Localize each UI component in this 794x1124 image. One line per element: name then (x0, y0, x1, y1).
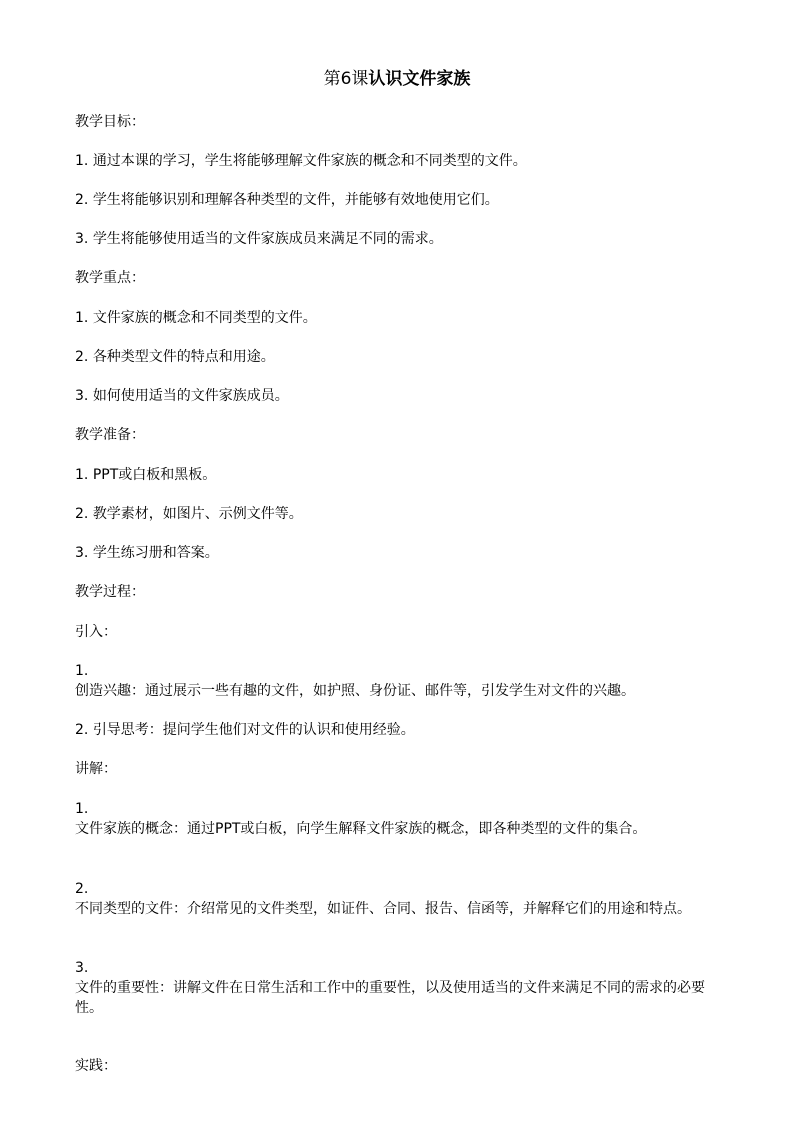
goal-item (75, 151, 725, 171)
item-text: 引导思考：提问学生他们对文件的认识和使用经验。 (92, 722, 415, 738)
process-heading: 教学过程： (75, 584, 145, 600)
item-number: 2. (75, 192, 89, 208)
prep-item (75, 543, 725, 563)
item-number: 2. (75, 349, 89, 365)
goal-item (75, 229, 725, 249)
focus-heading: 教学重点： (75, 270, 145, 286)
item-number: 1. (75, 801, 89, 817)
focus-item (75, 308, 725, 328)
item-number: 1. (75, 310, 89, 326)
item-number: 1. (75, 153, 89, 169)
item-text: 不同类型的文件：介绍常见的文件类型，如证件、合同、报告、信函等，并解释它们的用途和特点。 (75, 901, 691, 917)
item-number: 3. (75, 231, 89, 247)
prep-item (75, 465, 725, 485)
item-number: 2. (75, 722, 89, 738)
prep-heading: 教学准备： (75, 427, 145, 443)
prep-item (75, 504, 725, 524)
item-text: 如何使用适当的文件家族成员。 (92, 388, 289, 404)
item-number: 2. (75, 506, 89, 522)
item-text: 学生将能够使用适当的文件家族成员来满足不同的需求。 (92, 231, 443, 247)
intro-item (75, 720, 725, 740)
explain-item (75, 879, 725, 919)
item-text: 教学素材，如图片、示例文件等。 (92, 506, 303, 522)
title-text: 认识文件家族 (368, 69, 471, 89)
item-text: 通过本课的学习，学生将能够理解文件家族的概念和不同类型的文件。 (92, 153, 527, 169)
item-text: 创造兴趣：通过展示一些有趣的文件，如护照、身份证、邮件等，引发学生对文件的兴趣。 (75, 683, 635, 699)
item-text: 学生练习册和答案。 (92, 545, 219, 561)
explain-item (75, 799, 725, 839)
item-number: 3. (75, 388, 89, 404)
title-lesson-number: 第6课 (323, 69, 369, 89)
focus-item (75, 347, 725, 367)
item-text: 学生将能够识别和理解各种类型的文件，并能够有效地使用它们。 (92, 192, 499, 208)
item-number: 3. (75, 545, 89, 561)
item-number: 1. (75, 467, 89, 483)
intro-item (75, 661, 725, 701)
item-text: PPT或白板和黑板。 (92, 467, 217, 483)
focus-item (75, 386, 725, 406)
item-text: 文件的重要性：讲解文件在日常生活和工作中的重要性，以及使用适当的文件来满足不同的需求的必要性。 (75, 980, 705, 1016)
goal-item (75, 190, 725, 210)
goals-heading: 教学目标： (75, 114, 145, 130)
item-text: 各种类型文件的特点和用途。 (92, 349, 275, 365)
item-number: 1. (75, 663, 89, 679)
practice-heading: 实践： (75, 1058, 117, 1074)
explain-item (75, 958, 725, 1018)
intro-heading: 引入： (75, 624, 117, 640)
item-number: 2. (75, 881, 89, 897)
page-title (0, 68, 794, 90)
item-text: 文件家族的概念：通过PPT或白板，向学生解释文件家族的概念，即各种类型的文件的集合。 (75, 821, 647, 837)
item-text: 文件家族的概念和不同类型的文件。 (92, 310, 317, 326)
explain-heading: 讲解： (75, 761, 117, 777)
item-number: 3. (75, 960, 89, 976)
